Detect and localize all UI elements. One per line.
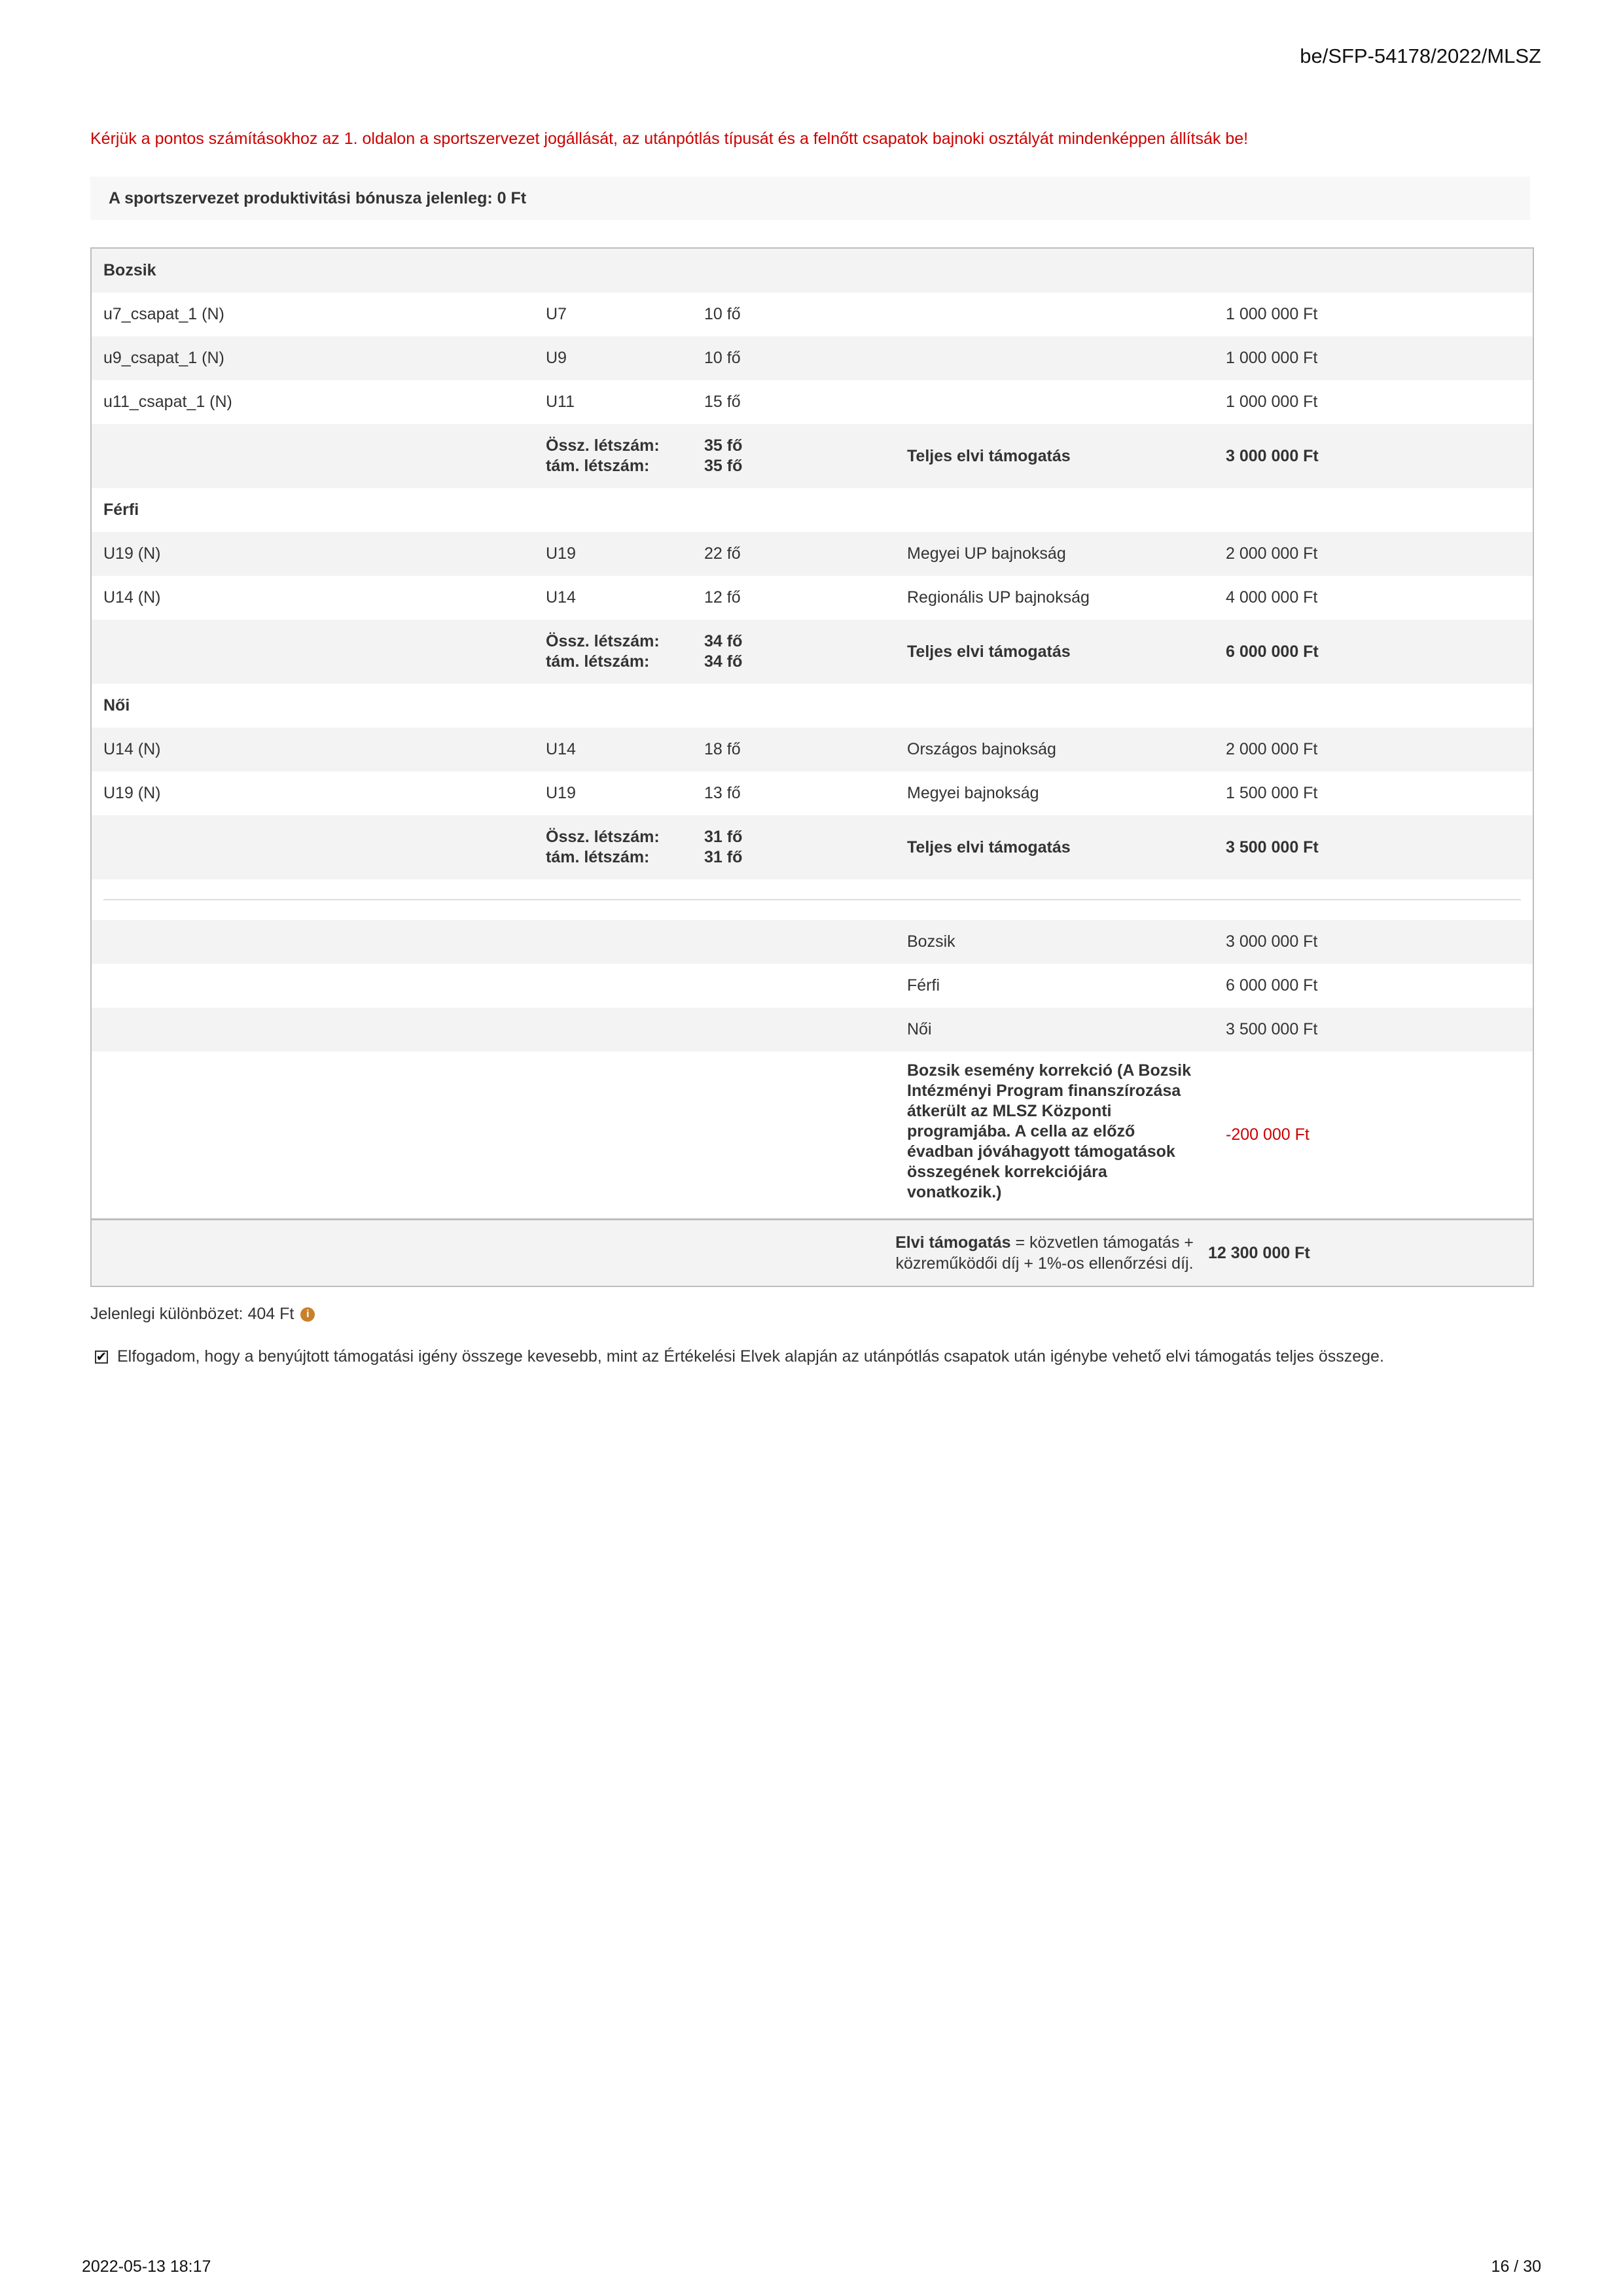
support-table (90, 247, 1534, 1287)
team-name: U14 (N) (103, 740, 161, 758)
age-group: U11 (546, 393, 575, 411)
amount: 1 000 000 Ft (1226, 349, 1318, 367)
warning-message: Kérjük a pontos számításokhoz az 1. oldalon a sportszervezet jogállását, az utánpótlás típusát és a felnőtt csapatok bajnoki osztályát mindenképpen állítsák be! (90, 130, 1249, 148)
league: Regionális UP bajnokság (907, 588, 1090, 607)
age-group: U14 (546, 740, 576, 758)
correction-label: Bozsik esemény korrekció (A Bozsik Intézményi Program finanszírozása átkerült az MLSZ Központi programjába. A cella az előző évadban jóváhagyott támogatások összegének korrekciójára vonatkozik.) (907, 1061, 1191, 1201)
age-group: U14 (546, 588, 576, 607)
amount: 1 000 000 Ft (1226, 393, 1318, 411)
productivity-bonus: A sportszervezet produktivitási bónusza jelenleg: 0 Ft (90, 177, 1530, 220)
section-summary (92, 424, 1533, 488)
league: Országos bajnokság (907, 740, 1056, 758)
supported-count-label: tám. létszám: (546, 652, 650, 671)
supported-count-label: tám. létszám: (546, 457, 650, 475)
total-count-label: Össz. létszám: (546, 632, 660, 650)
league: Megyei UP bajnokság (907, 544, 1066, 563)
table-row (92, 728, 1533, 771)
amount: 2 000 000 Ft (1226, 740, 1318, 758)
current-difference (90, 1305, 315, 1324)
team-name: u7_csapat_1 (N) (103, 305, 224, 323)
summary-values (704, 424, 742, 488)
total-label: Férfi (907, 976, 940, 995)
player-count: 13 fő (704, 784, 741, 802)
total-support-label: Teljes elvi támogatás (907, 446, 1071, 465)
player-count: 22 fő (704, 544, 741, 563)
supported-count: 31 fő (704, 848, 743, 866)
correction-row (92, 1051, 1533, 1218)
grand-total-formula-label: Elvi támogatás (895, 1233, 1011, 1252)
total-row (92, 964, 1533, 1008)
table-row (92, 771, 1533, 815)
document-id: be/SFP-54178/2022/MLSZ (1300, 44, 1541, 67)
team-name: U19 (N) (103, 784, 161, 802)
supported-count: 35 fő (704, 457, 743, 475)
footer-date: 2022-05-13 18:17 (82, 2257, 211, 2276)
grand-total-formula (881, 1232, 1208, 1274)
page-number: 16 / 30 (1491, 2257, 1541, 2276)
total-count-label: Össz. létszám: (546, 436, 660, 455)
acceptance-text: Elfogadom, hogy a benyújtott támogatási igény összege kevesebb, mint az Értékelési Elvek alapján az utánpótlás csapatok után igénybe vehető elvi támogatás teljes összege. (117, 1347, 1384, 1366)
section-summary (92, 620, 1533, 684)
info-icon[interactable]: i (300, 1307, 315, 1322)
total-amount: 3 500 000 Ft (1226, 1020, 1318, 1038)
player-count: 18 fő (704, 740, 741, 758)
total-support: 3 000 000 Ft (1226, 446, 1319, 465)
spacer (92, 879, 1533, 899)
player-count: 12 fő (704, 588, 741, 607)
summary-labels (546, 424, 660, 488)
total-count: 35 fő (704, 436, 743, 455)
total-row (92, 920, 1533, 964)
summary-labels (546, 620, 660, 684)
team-name: U19 (N) (103, 544, 161, 563)
correction-amount: -200 000 Ft (1226, 1125, 1310, 1144)
difference-text: Jelenlegi különbözet: 404 Ft (90, 1305, 294, 1323)
total-count-label: Össz. létszám: (546, 828, 660, 846)
summary-values (704, 620, 742, 684)
team-name: u9_csapat_1 (N) (103, 349, 224, 367)
acceptance-row (95, 1347, 1384, 1366)
section-title: Bozsik (103, 261, 156, 279)
table-row (92, 532, 1533, 576)
amount: 4 000 000 Ft (1226, 588, 1318, 607)
age-group: U19 (546, 544, 576, 563)
age-group: U7 (546, 305, 567, 323)
total-label: Női (907, 1020, 932, 1038)
player-count: 15 fő (704, 393, 741, 411)
total-support: 3 500 000 Ft (1226, 838, 1319, 857)
section-header (92, 684, 1533, 728)
summary-labels (546, 815, 660, 879)
total-count: 34 fő (704, 632, 743, 650)
grand-total-amount: 12 300 000 Ft (1208, 1243, 1310, 1262)
age-group: U9 (546, 349, 567, 367)
total-amount: 6 000 000 Ft (1226, 976, 1318, 995)
total-support: 6 000 000 Ft (1226, 642, 1319, 661)
section-title: Férfi (103, 501, 139, 519)
player-count: 10 fő (704, 305, 741, 323)
acceptance-checkbox[interactable]: ✔ (96, 1349, 107, 1364)
section-header (92, 249, 1533, 292)
section-title: Női (103, 696, 130, 715)
amount: 1 500 000 Ft (1226, 784, 1318, 802)
section-summary (92, 815, 1533, 879)
total-count: 31 fő (704, 828, 743, 846)
supported-count: 34 fő (704, 652, 743, 671)
grand-total-formula-text: = közvetlen támogatás + közreműködői díj + 1%-os ellenőrzési díj. (895, 1233, 1194, 1273)
supported-count-label: tám. létszám: (546, 848, 650, 866)
player-count: 10 fő (704, 349, 741, 367)
table-row (92, 292, 1533, 336)
summary-values (704, 815, 742, 879)
total-label: Bozsik (907, 932, 955, 951)
spacer (92, 900, 1533, 920)
grand-total-row (92, 1218, 1533, 1286)
table-row (92, 336, 1533, 380)
league: Megyei bajnokság (907, 784, 1039, 802)
total-support-label: Teljes elvi támogatás (907, 642, 1071, 661)
section-header (92, 488, 1533, 532)
total-support-label: Teljes elvi támogatás (907, 838, 1071, 857)
table-row (92, 380, 1533, 424)
team-name: u11_csapat_1 (N) (103, 393, 232, 411)
team-name: U14 (N) (103, 588, 161, 607)
total-row (92, 1008, 1533, 1051)
table-row (92, 576, 1533, 620)
amount: 1 000 000 Ft (1226, 305, 1318, 323)
total-amount: 3 000 000 Ft (1226, 932, 1318, 951)
amount: 2 000 000 Ft (1226, 544, 1318, 563)
age-group: U19 (546, 784, 576, 802)
